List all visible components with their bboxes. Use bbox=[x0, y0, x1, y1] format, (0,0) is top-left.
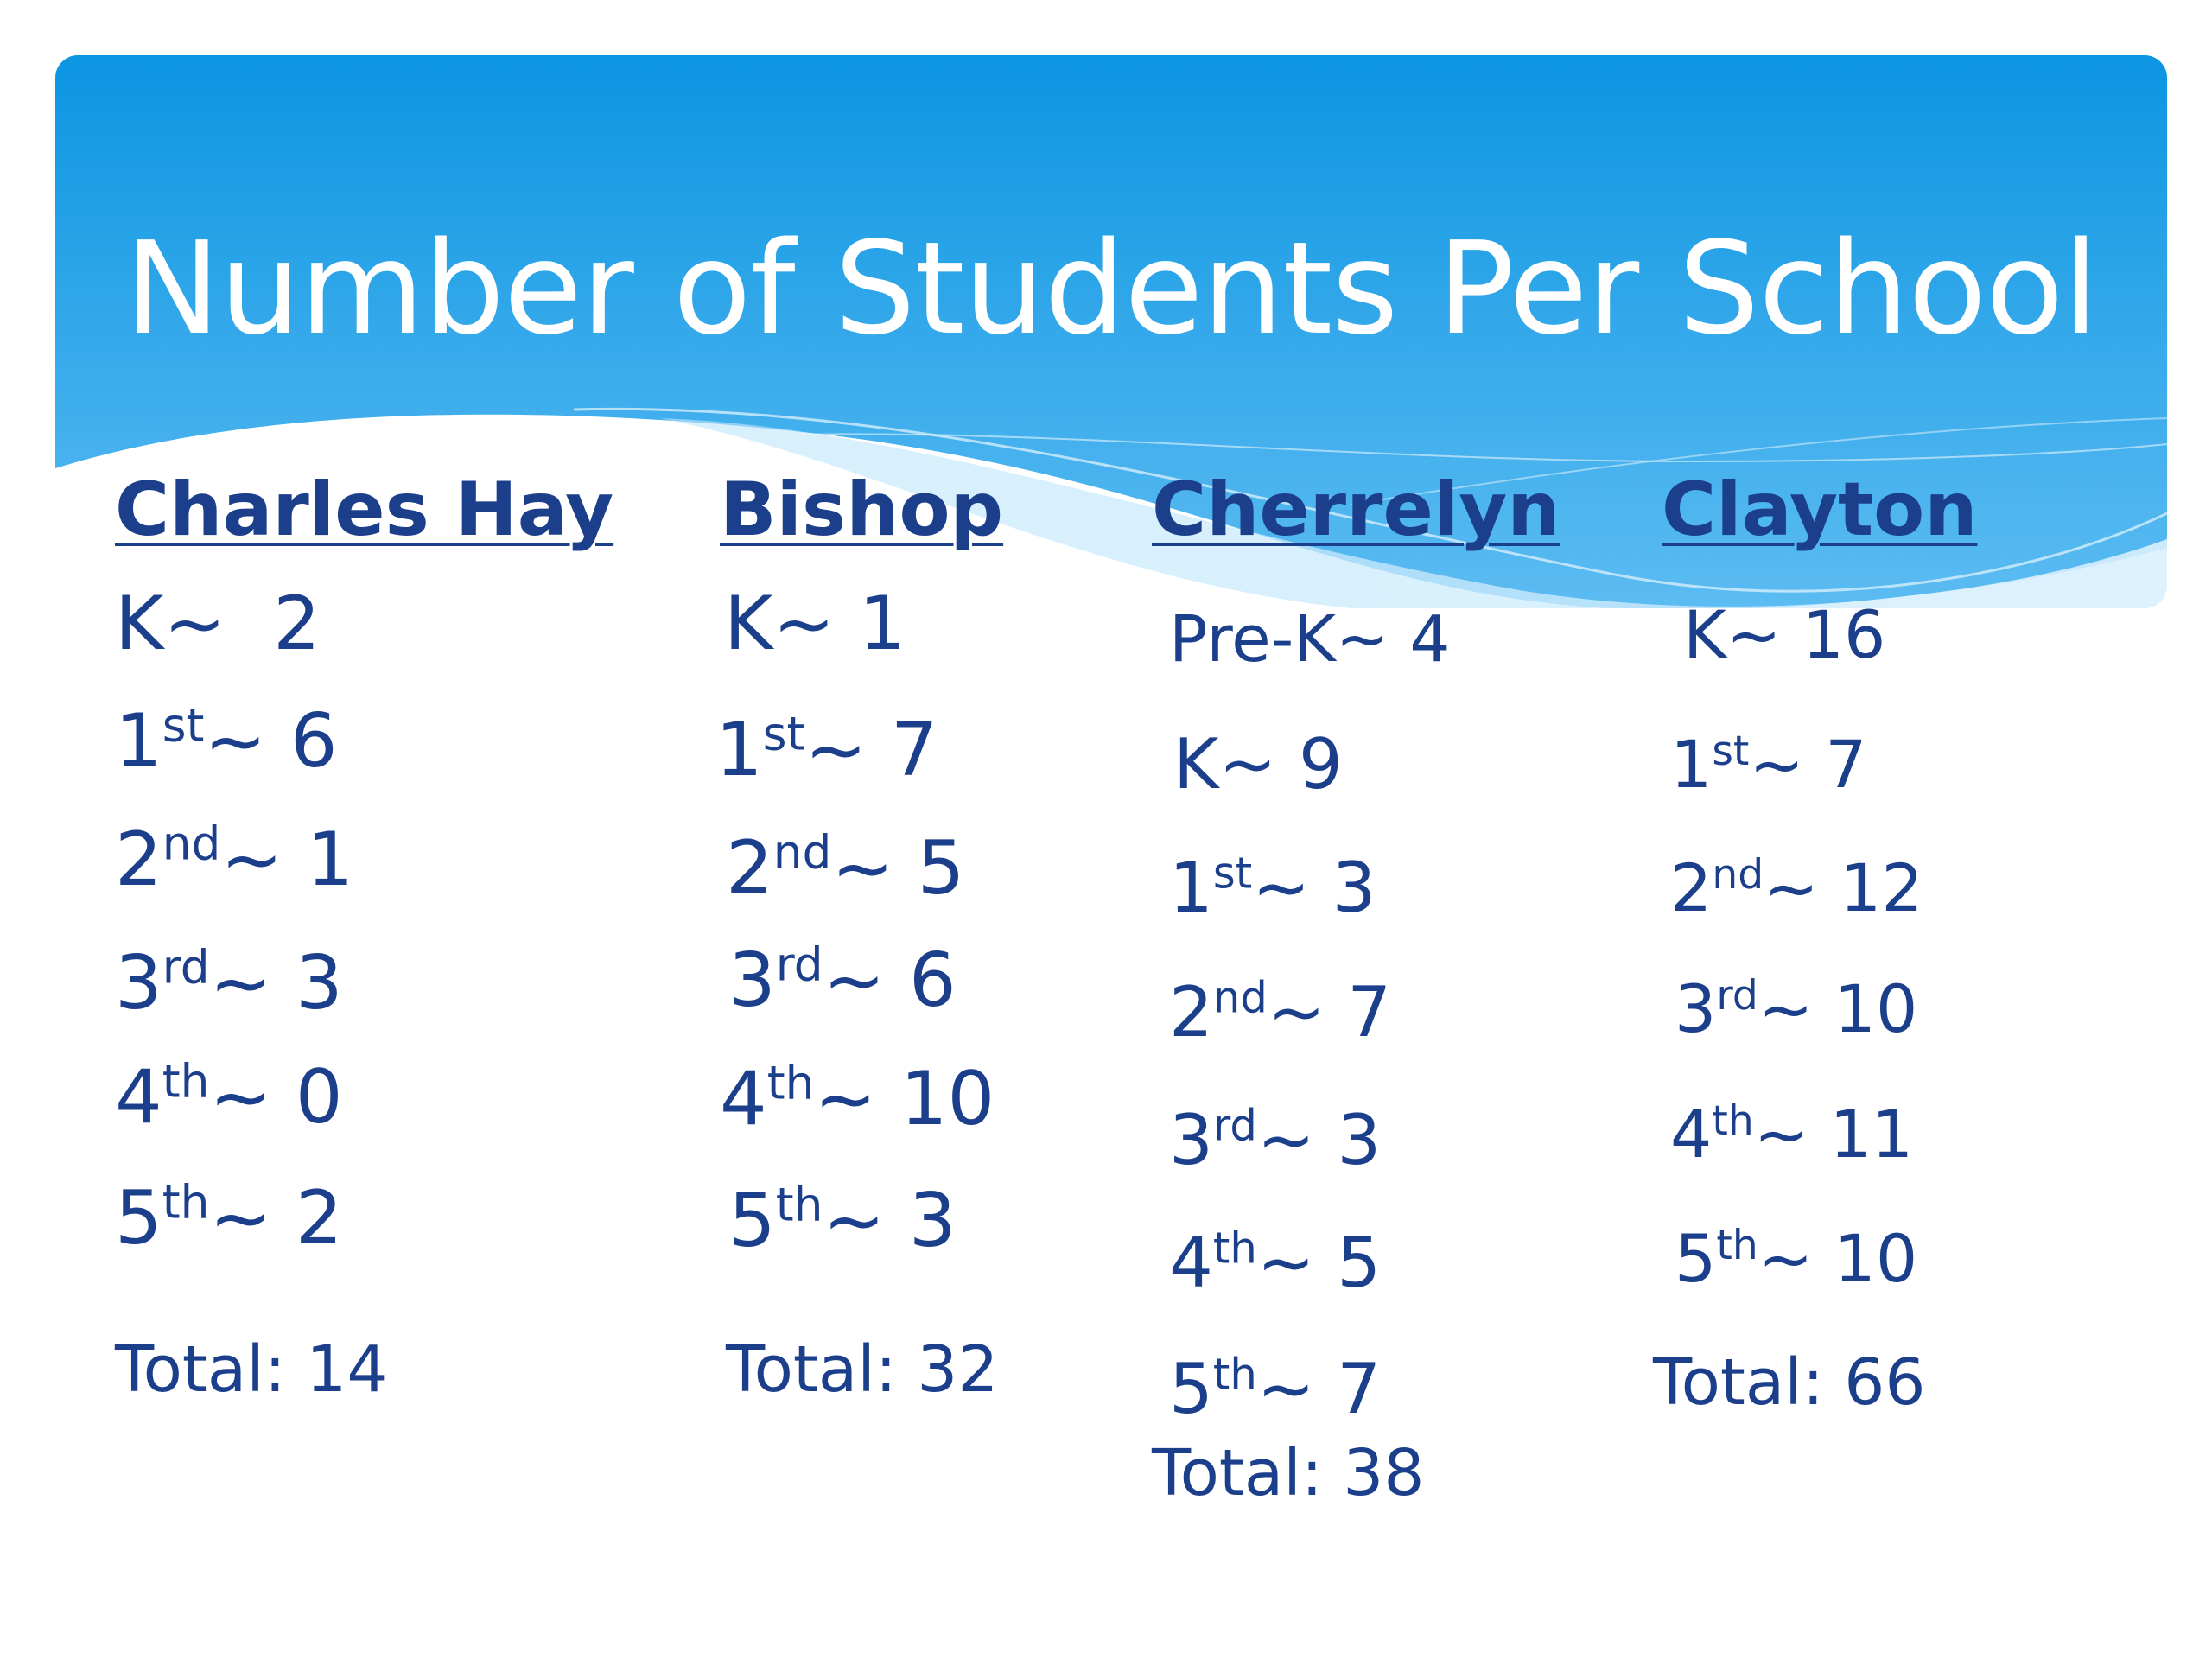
grade-row: 5th~ 7 bbox=[1169, 1349, 1382, 1429]
school-name: Bishop bbox=[720, 467, 1004, 553]
grade-row: K~ 1 bbox=[724, 581, 906, 667]
grade-row: 5th~ 2 bbox=[115, 1175, 343, 1262]
school-column-cherrelyn bbox=[1152, 467, 1560, 553]
school-total: Total: 14 bbox=[115, 1332, 388, 1407]
school-total: Total: 38 bbox=[1152, 1436, 1425, 1510]
grade-row: 3rd~ 3 bbox=[1169, 1100, 1382, 1180]
grade-row: 2nd~ 7 bbox=[1169, 972, 1392, 1052]
slide-title: Number of Students Per School bbox=[124, 214, 2098, 363]
grade-row: 3rd~ 3 bbox=[115, 940, 343, 1027]
grade-row: 2nd~ 1 bbox=[115, 817, 354, 903]
grade-row: 2nd~ 5 bbox=[726, 825, 965, 912]
grade-row: K~ 16 bbox=[1683, 596, 1886, 673]
grade-row: 3rd~ 6 bbox=[728, 938, 957, 1024]
grade-row: 5th~ 3 bbox=[728, 1178, 957, 1264]
grade-row: 3rd~ 10 bbox=[1675, 970, 1918, 1047]
school-name: Cherrelyn bbox=[1152, 467, 1560, 553]
grade-row: 1st~ 3 bbox=[1169, 848, 1376, 928]
grade-row: 2nd~ 12 bbox=[1670, 849, 1923, 926]
school-total: Total: 66 bbox=[1653, 1345, 1926, 1420]
grade-row: 5th~ 10 bbox=[1675, 1220, 1918, 1297]
grade-row: 1st~ 6 bbox=[115, 698, 338, 785]
grade-row: 4th~ 0 bbox=[115, 1054, 343, 1141]
grade-row: 4th~ 5 bbox=[1169, 1223, 1382, 1303]
school-column-charles-hay bbox=[115, 467, 613, 553]
grade-row: K~ 9 bbox=[1173, 724, 1343, 804]
grade-row: 1st~ 7 bbox=[1670, 726, 1867, 803]
school-column-clayton bbox=[1662, 467, 1977, 553]
school-name: Charles Hay bbox=[115, 467, 614, 553]
school-name: Clayton bbox=[1662, 467, 1978, 553]
grade-row: 4th~ 10 bbox=[720, 1056, 995, 1142]
school-column-bishop bbox=[720, 467, 1003, 553]
grade-row: Pre-K~ 4 bbox=[1169, 602, 1451, 677]
grade-row: 4th~ 11 bbox=[1670, 1096, 1914, 1173]
grade-row: 1st~ 7 bbox=[715, 707, 938, 793]
grade-row: K~ 2 bbox=[115, 581, 321, 667]
school-total: Total: 32 bbox=[726, 1332, 999, 1407]
